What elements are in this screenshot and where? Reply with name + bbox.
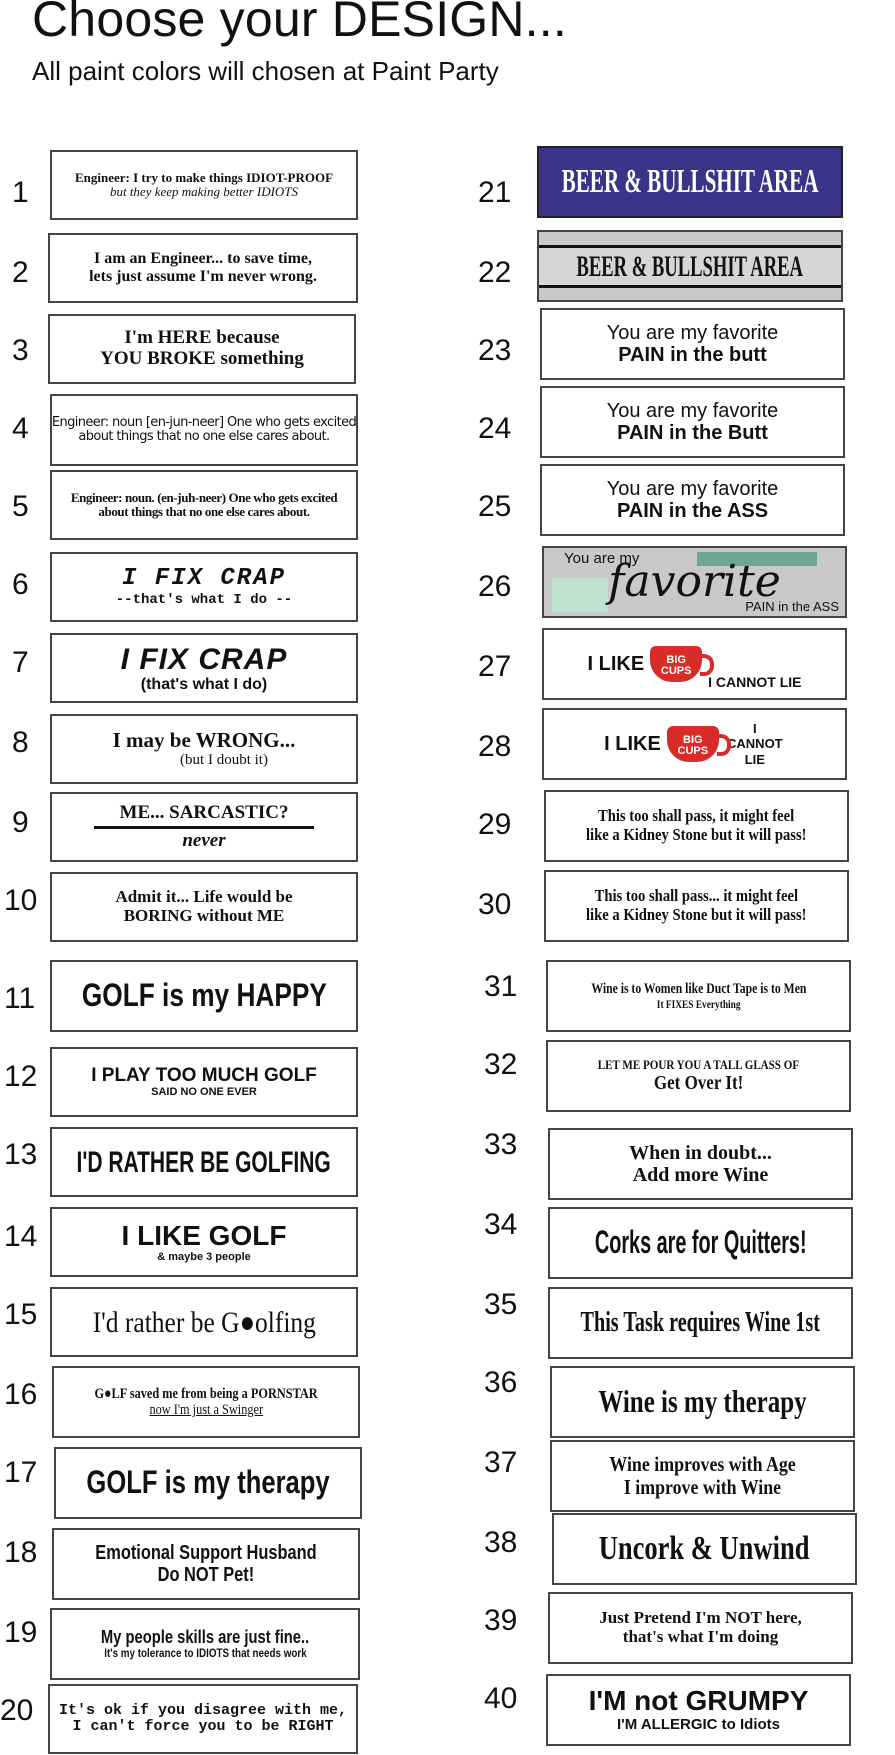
design-line: PAIN in the ASS [616, 500, 769, 522]
design-line: Get Over It! [653, 1072, 744, 1095]
design-number: 11 [4, 982, 36, 1015]
design-line: You are my favorite [606, 478, 779, 500]
design-line: favorite [608, 556, 781, 607]
design-line: PAIN in the butt [618, 344, 767, 366]
design-line: I CANNOT LIE [708, 674, 802, 690]
teal-block [552, 578, 608, 612]
design-line: Engineer: noun. (en-juh-neer) One who gets excited [70, 489, 338, 505]
design-number: 23 [478, 334, 512, 367]
design-line: This Task requires Wine 1st [580, 1306, 821, 1338]
design-line: (but I doubt it) [180, 752, 268, 769]
design-number: 38 [484, 1526, 518, 1559]
design-line: My people skills are just fine.. [100, 1626, 310, 1647]
design-line: You are my favorite [606, 322, 779, 344]
design-card-10[interactable] [50, 872, 358, 942]
design-line: Wine is my therapy [598, 1383, 807, 1420]
design-number: 28 [478, 730, 512, 763]
design-line: lets just assume I'm never wrong. [89, 268, 317, 285]
design-number: 39 [484, 1604, 518, 1637]
design-number: 16 [4, 1378, 38, 1411]
design-number: 34 [484, 1208, 518, 1241]
design-card-4[interactable] [50, 394, 358, 466]
design-line: & maybe 3 people [157, 1251, 251, 1264]
design-number: 31 [484, 970, 518, 1003]
design-card-37[interactable] [550, 1440, 855, 1512]
design-line: Wine is to Women like Duct Tape is to Men [590, 981, 807, 998]
design-number: 24 [478, 412, 512, 445]
design-card-23[interactable] [540, 308, 845, 380]
design-card-20[interactable] [48, 1684, 358, 1754]
banner-frame [537, 245, 843, 288]
design-line: never [182, 829, 226, 851]
design-number: 10 [4, 884, 38, 917]
design-line: G●LF saved me from being a PORNSTAR [94, 1385, 318, 1402]
design-card-31[interactable] [546, 960, 851, 1032]
design-line: Engineer: I try to make things IDIOT-PROOF [74, 169, 334, 185]
page-title: Choose your DESIGN... [32, 0, 567, 47]
design-number: 22 [478, 256, 512, 289]
design-line: I PLAY TOO MUCH GOLF [91, 1064, 317, 1086]
design-card-34[interactable] [548, 1207, 853, 1279]
design-line: Corks are for Quitters! [594, 1224, 807, 1261]
design-card-5[interactable] [50, 470, 358, 540]
design-card-7[interactable] [50, 633, 358, 703]
cup-icon [667, 726, 719, 762]
design-number: 40 [484, 1682, 518, 1715]
design-number: 6 [12, 568, 29, 601]
cup-label: BIG CUPS [677, 734, 709, 757]
design-line: It's ok if you disagree with me, [58, 1701, 348, 1719]
design-line: It's my tolerance to IDIOTS that needs work [103, 1646, 307, 1661]
design-line: PAIN in the Butt [617, 422, 768, 444]
design-line: It FIXES Everything [656, 996, 741, 1011]
design-number: 8 [12, 726, 29, 759]
design-line: I may be WRONG... [112, 728, 296, 753]
design-card-21[interactable] [537, 146, 843, 218]
design-card-40[interactable] [546, 1674, 851, 1746]
design-line: Wine improves with Age [609, 1451, 796, 1476]
design-card-13[interactable] [50, 1127, 358, 1197]
design-number: 1 [12, 176, 29, 209]
design-line: Emotional Support Husband [95, 1542, 317, 1564]
design-line: Uncork & Unwind [599, 1530, 810, 1568]
design-number: 2 [12, 256, 29, 289]
design-line: SAID NO ONE EVER [151, 1086, 257, 1099]
design-line: Just Pretend I'm NOT here, [599, 1608, 802, 1628]
design-card-33[interactable] [548, 1128, 853, 1200]
design-number: 37 [484, 1446, 518, 1479]
design-card-8[interactable] [50, 714, 358, 784]
design-card-18[interactable] [52, 1528, 360, 1600]
cup-icon [650, 646, 702, 682]
cup-label: BIG CUPS [660, 654, 692, 677]
design-line: about things that no one else cares about. [78, 429, 330, 444]
design-card-25[interactable] [540, 464, 845, 536]
design-line: I LIKE GOLF [121, 1219, 287, 1251]
design-card-39[interactable] [548, 1592, 853, 1664]
design-line: I improve with Wine [623, 1475, 782, 1499]
design-line: I FIX CRAP [120, 642, 288, 676]
design-line: PAIN in the ASS [745, 599, 839, 614]
design-number: 26 [478, 570, 512, 603]
design-number: 20 [0, 1694, 34, 1727]
design-line: (that's what I do) [140, 675, 268, 693]
design-number: 30 [478, 888, 512, 921]
design-number: 27 [478, 650, 512, 683]
page-subtitle: All paint colors will chosen at Paint Party [32, 56, 499, 86]
design-card-26[interactable] [542, 546, 847, 618]
design-number: 9 [12, 806, 29, 839]
design-line: YOU BROKE something [100, 348, 304, 369]
design-line: I am an Engineer... to save time, [93, 250, 313, 268]
design-line: This too shall pass... it might feel [594, 886, 799, 906]
design-card-2[interactable] [48, 233, 358, 303]
design-line: that's what I'm doing [622, 1627, 779, 1646]
design-line: about things that no one else cares about. [98, 504, 310, 519]
design-card-12[interactable] [50, 1047, 358, 1117]
design-line: BEER & BULLSHIT AREA [561, 163, 819, 201]
design-card-30[interactable] [544, 870, 849, 942]
design-line: I'D RATHER BE GOLFING [76, 1145, 332, 1179]
design-line: LET ME POUR YOU A TALL GLASS OF [597, 1056, 800, 1072]
design-card-11[interactable] [50, 960, 358, 1032]
design-number: 5 [12, 490, 29, 523]
design-line: GOLF is my therapy [86, 1464, 330, 1501]
design-card-16[interactable] [52, 1366, 360, 1438]
design-number: 4 [12, 412, 29, 445]
design-line: I'd rather be G●olfing [92, 1305, 316, 1339]
design-card-1[interactable] [50, 150, 358, 220]
design-line: now I'm just a Swinger [149, 1402, 263, 1418]
arrow-divider [94, 826, 314, 829]
design-card-6[interactable] [50, 552, 358, 622]
design-card-14[interactable] [50, 1207, 358, 1277]
design-card-36[interactable] [550, 1366, 855, 1438]
design-line: BEER & BULLSHIT AREA [576, 249, 804, 283]
design-line: like a Kidney Stone but it will pass! [586, 905, 807, 924]
design-number: 17 [4, 1456, 38, 1489]
design-number: 33 [484, 1128, 518, 1161]
design-line: Add more Wine [632, 1164, 769, 1186]
design-line: I'M ALLERGIC to Idiots [617, 1716, 780, 1734]
design-line: You are my [564, 550, 640, 567]
design-line: I LIKE [604, 732, 661, 755]
design-card-22[interactable] [537, 230, 843, 302]
design-card-9[interactable] [50, 792, 358, 862]
design-line: Admit it... Life would be [115, 887, 293, 907]
design-number: 15 [4, 1298, 38, 1331]
design-number: 14 [4, 1220, 38, 1253]
design-card-19[interactable] [50, 1608, 360, 1680]
design-line: I FIX CRAP [121, 565, 287, 593]
design-number: 13 [4, 1138, 38, 1171]
design-number: 32 [484, 1048, 518, 1081]
design-card-24[interactable] [540, 386, 845, 458]
design-line: This too shall pass, it might feel [598, 806, 795, 826]
design-line: like a Kidney Stone but it will pass! [586, 825, 807, 844]
design-line: GOLF is my HAPPY [81, 977, 327, 1014]
design-line: ME... SARCASTIC? [119, 801, 289, 823]
design-number: 18 [4, 1536, 38, 1569]
design-card-3[interactable] [48, 314, 356, 384]
design-number: 36 [484, 1366, 518, 1399]
design-card-15[interactable] [50, 1287, 358, 1357]
design-card-17[interactable] [54, 1447, 362, 1519]
design-number: 21 [478, 176, 512, 209]
design-line: You are my favorite [606, 400, 779, 422]
design-card-27[interactable] [542, 628, 847, 700]
design-line: I'M not GRUMPY [588, 1685, 809, 1717]
design-card-35[interactable] [548, 1287, 853, 1359]
design-number: 35 [484, 1288, 518, 1321]
design-card-29[interactable] [544, 790, 849, 862]
design-line: Do NOT Pet! [157, 1564, 255, 1586]
design-card-28[interactable] [542, 708, 847, 780]
design-line: --that's what I do -- [115, 591, 293, 608]
design-number: 19 [4, 1616, 38, 1649]
design-number: 25 [478, 490, 512, 523]
design-line: Engineer: noun [en-jun-neer] One who gets excited [51, 414, 357, 430]
design-line: I LIKE [587, 652, 645, 675]
design-line: I'm HERE because [124, 327, 280, 349]
design-line: BORING without ME [123, 906, 285, 925]
design-card-38[interactable] [552, 1513, 857, 1585]
design-number: 29 [478, 808, 512, 841]
design-card-32[interactable] [546, 1040, 851, 1112]
design-number: 12 [4, 1060, 38, 1093]
design-line: I can't force you to be RIGHT [72, 1718, 334, 1735]
design-number: 3 [12, 334, 29, 367]
design-number: 7 [12, 646, 29, 679]
design-line: but they keep making better IDIOTS [109, 184, 299, 199]
design-line: When in doubt... [629, 1142, 772, 1164]
design-line: I CANNOT LIE [727, 720, 783, 767]
